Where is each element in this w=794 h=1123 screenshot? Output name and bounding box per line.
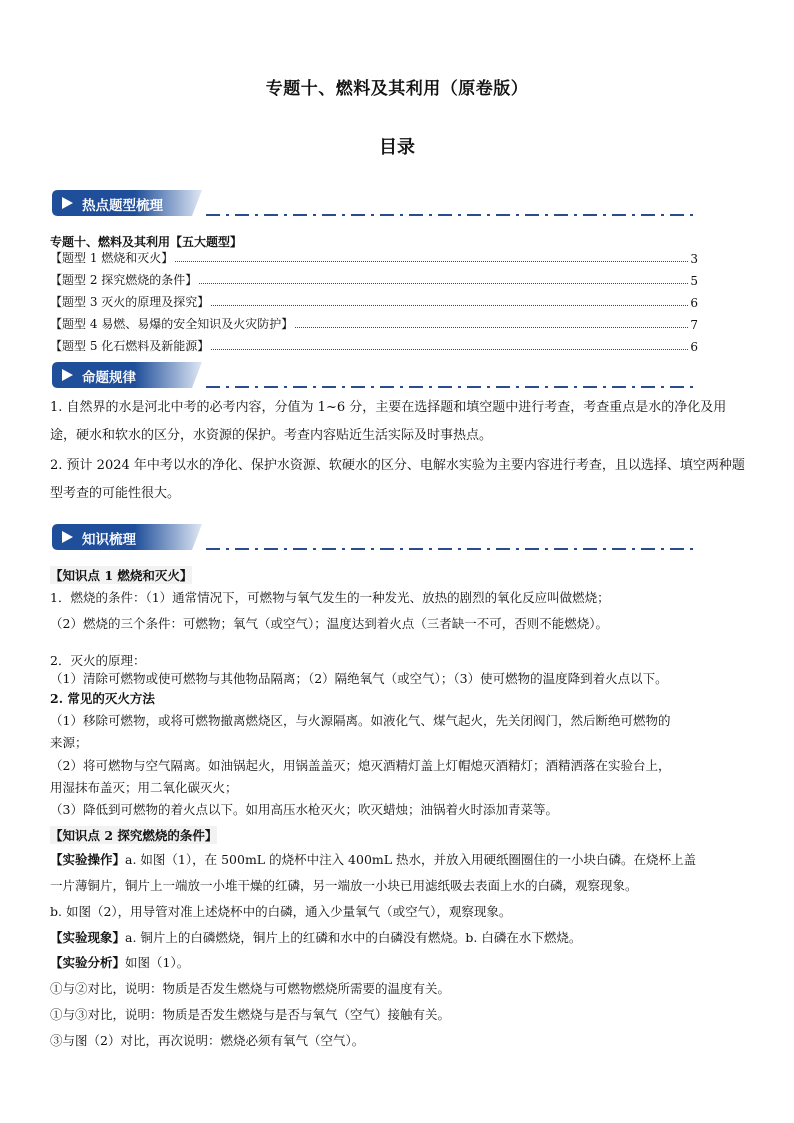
rules-paragraph-1: 1. 自然界的水是河北中考的必考内容，分值为 1~6 分，主要在选择题和填空题中进行考查，考查重点是水的净化及用途，硬水和软水的区分，水资源的保护。考查内容贴近生活实际及时事热点。 — [50, 400, 727, 443]
banner-label: 知识梳理 — [82, 532, 136, 548]
toc-item-page: 5 — [690, 274, 698, 288]
experiment-analysis — [50, 953, 189, 971]
experiment-analysis-text: 如图（1）。 — [125, 955, 190, 970]
dash-divider — [206, 213, 696, 217]
toc-item-label: 【题型 2 探究燃烧的条件】 — [50, 273, 198, 287]
text-line: 2．灭火的原理： — [50, 653, 146, 668]
banner-rules — [52, 362, 202, 388]
experiment-phenomenon-label: 【实验现象】 — [50, 930, 126, 945]
text-line: （3）降低到可燃物的着火点以下。如用高压水枪灭火；吹灭蜡烛；油锅着火时添加青菜等。 — [50, 802, 558, 817]
experiment-phenomenon-text: a. 铜片上的白磷燃烧，铜片上的红磷和水中的白磷没有燃烧。b. 白磷在水下燃烧。 — [125, 930, 582, 945]
toc-item-page: 6 — [690, 340, 698, 354]
dash-divider — [206, 547, 696, 551]
text-line: 一片薄铜片，铜片上一端放一小堆干燥的红磷，另一端放一小块已用滤纸吸去表面上水的白磷，观察现象。 — [50, 878, 638, 893]
toc-leader — [295, 327, 688, 328]
knowledge-point-2-title: 【知识点 2 探究燃烧的条件】 — [50, 828, 218, 843]
toc-item-label: 【题型 5 化石燃料及新能源】 — [50, 339, 210, 353]
toc-item[interactable] — [50, 248, 698, 266]
toc-item-page: 3 — [690, 252, 698, 266]
text-line: （1）清除可燃物或使可燃物与其他物品隔离；（2）隔绝氧气（或空气）；（3）使可燃物的温度降到着火点以下。 — [50, 671, 668, 686]
text-line: 2. 常见的灭火方法 — [50, 691, 155, 706]
text-line: （2）将可燃物与空气隔离。如油锅起火，用锅盖盖灭；熄灭酒精灯盖上灯帽熄灭酒精灯；酒精洒落在实验台上， — [50, 758, 671, 773]
play-arrow-icon — [62, 369, 73, 381]
banner-label: 命题规律 — [82, 370, 136, 386]
toc-item-label: 【题型 4 易燃、易爆的安全知识及火灾防护】 — [50, 317, 294, 331]
experiment-operation-label: 【实验操作】 — [50, 852, 126, 867]
toc-leader — [211, 349, 688, 350]
toc-item[interactable] — [50, 292, 698, 310]
toc-item[interactable] — [50, 336, 698, 354]
toc-leader — [211, 305, 688, 306]
toc-leader — [175, 261, 688, 262]
analysis-line: ③与图（2）对比，再次说明：燃烧必须有氧气（空气）。 — [50, 1033, 365, 1048]
toc-title: 目录 — [379, 137, 415, 158]
banner-hot-topics — [52, 190, 202, 216]
toc-item-label: 【题型 1 燃烧和灭火】 — [50, 251, 174, 265]
toc-item-page: 7 — [690, 318, 698, 332]
toc-item-label: 【题型 3 灭火的原理及探究】 — [50, 295, 210, 309]
experiment-operation — [50, 850, 696, 868]
text-line: 用湿抹布盖灭；用二氧化碳灭火； — [50, 780, 238, 795]
play-arrow-icon — [62, 197, 73, 209]
toc-item-page: 6 — [690, 296, 698, 310]
toc-item[interactable] — [50, 314, 698, 332]
toc-item[interactable] — [50, 270, 698, 288]
document-title: 专题十、燃料及其利用（原卷版） — [265, 79, 529, 99]
analysis-line: ①与③对比，说明：物质是否发生燃烧与是否与氧气（空气）接触有关。 — [50, 1007, 451, 1022]
toc-leader — [199, 283, 688, 284]
knowledge-point-1-title: 【知识点 1 燃烧和灭火】 — [50, 568, 193, 583]
experiment-phenomenon — [50, 928, 581, 946]
text-line: 来源； — [50, 735, 88, 750]
play-arrow-icon — [62, 531, 73, 543]
text-line: 1．燃烧的条件：（1）通常情况下，可燃物与氧气发生的一种发光、放热的剧烈的氧化反应叫做燃烧； — [50, 590, 610, 605]
toc-heading: 专题十、燃料及其利用【五大题型】 — [50, 235, 243, 249]
banner-knowledge — [52, 524, 202, 550]
text-line: （2）燃烧的三个条件：可燃物；氧气（或空气）；温度达到着火点（三者缺一不可，否则不能燃烧）。 — [50, 616, 608, 631]
text-line: b. 如图（2），用导管对准上述烧杯中的白磷，通入少量氧气（或空气），观察现象。 — [50, 904, 512, 919]
banner-label: 热点题型梳理 — [82, 198, 163, 214]
text-line: （1）移除可燃物，或将可燃物撤离燃烧区，与火源隔离。如液化气、煤气起火，先关闭阀门，然后断绝可燃物的 — [50, 713, 671, 728]
experiment-analysis-label: 【实验分析】 — [50, 955, 126, 970]
rules-paragraph-2: 2. 预计 2024 年中考以水的净化、保护水资源、软硬水的区分、电解水实验为主要内容进行考查，且以选择、填空两种题型考查的可能性很大。 — [50, 458, 745, 501]
analysis-line: ①与②对比，说明：物质是否发生燃烧与可燃物燃烧所需要的温度有关。 — [50, 981, 451, 996]
dash-divider — [206, 385, 696, 389]
experiment-operation-text: a. 如图（1），在 500mL 的烧杯中注入 400mL 热水，并放入用硬纸圈圈住的一小块白磷。在烧杯上盖 — [125, 852, 697, 867]
